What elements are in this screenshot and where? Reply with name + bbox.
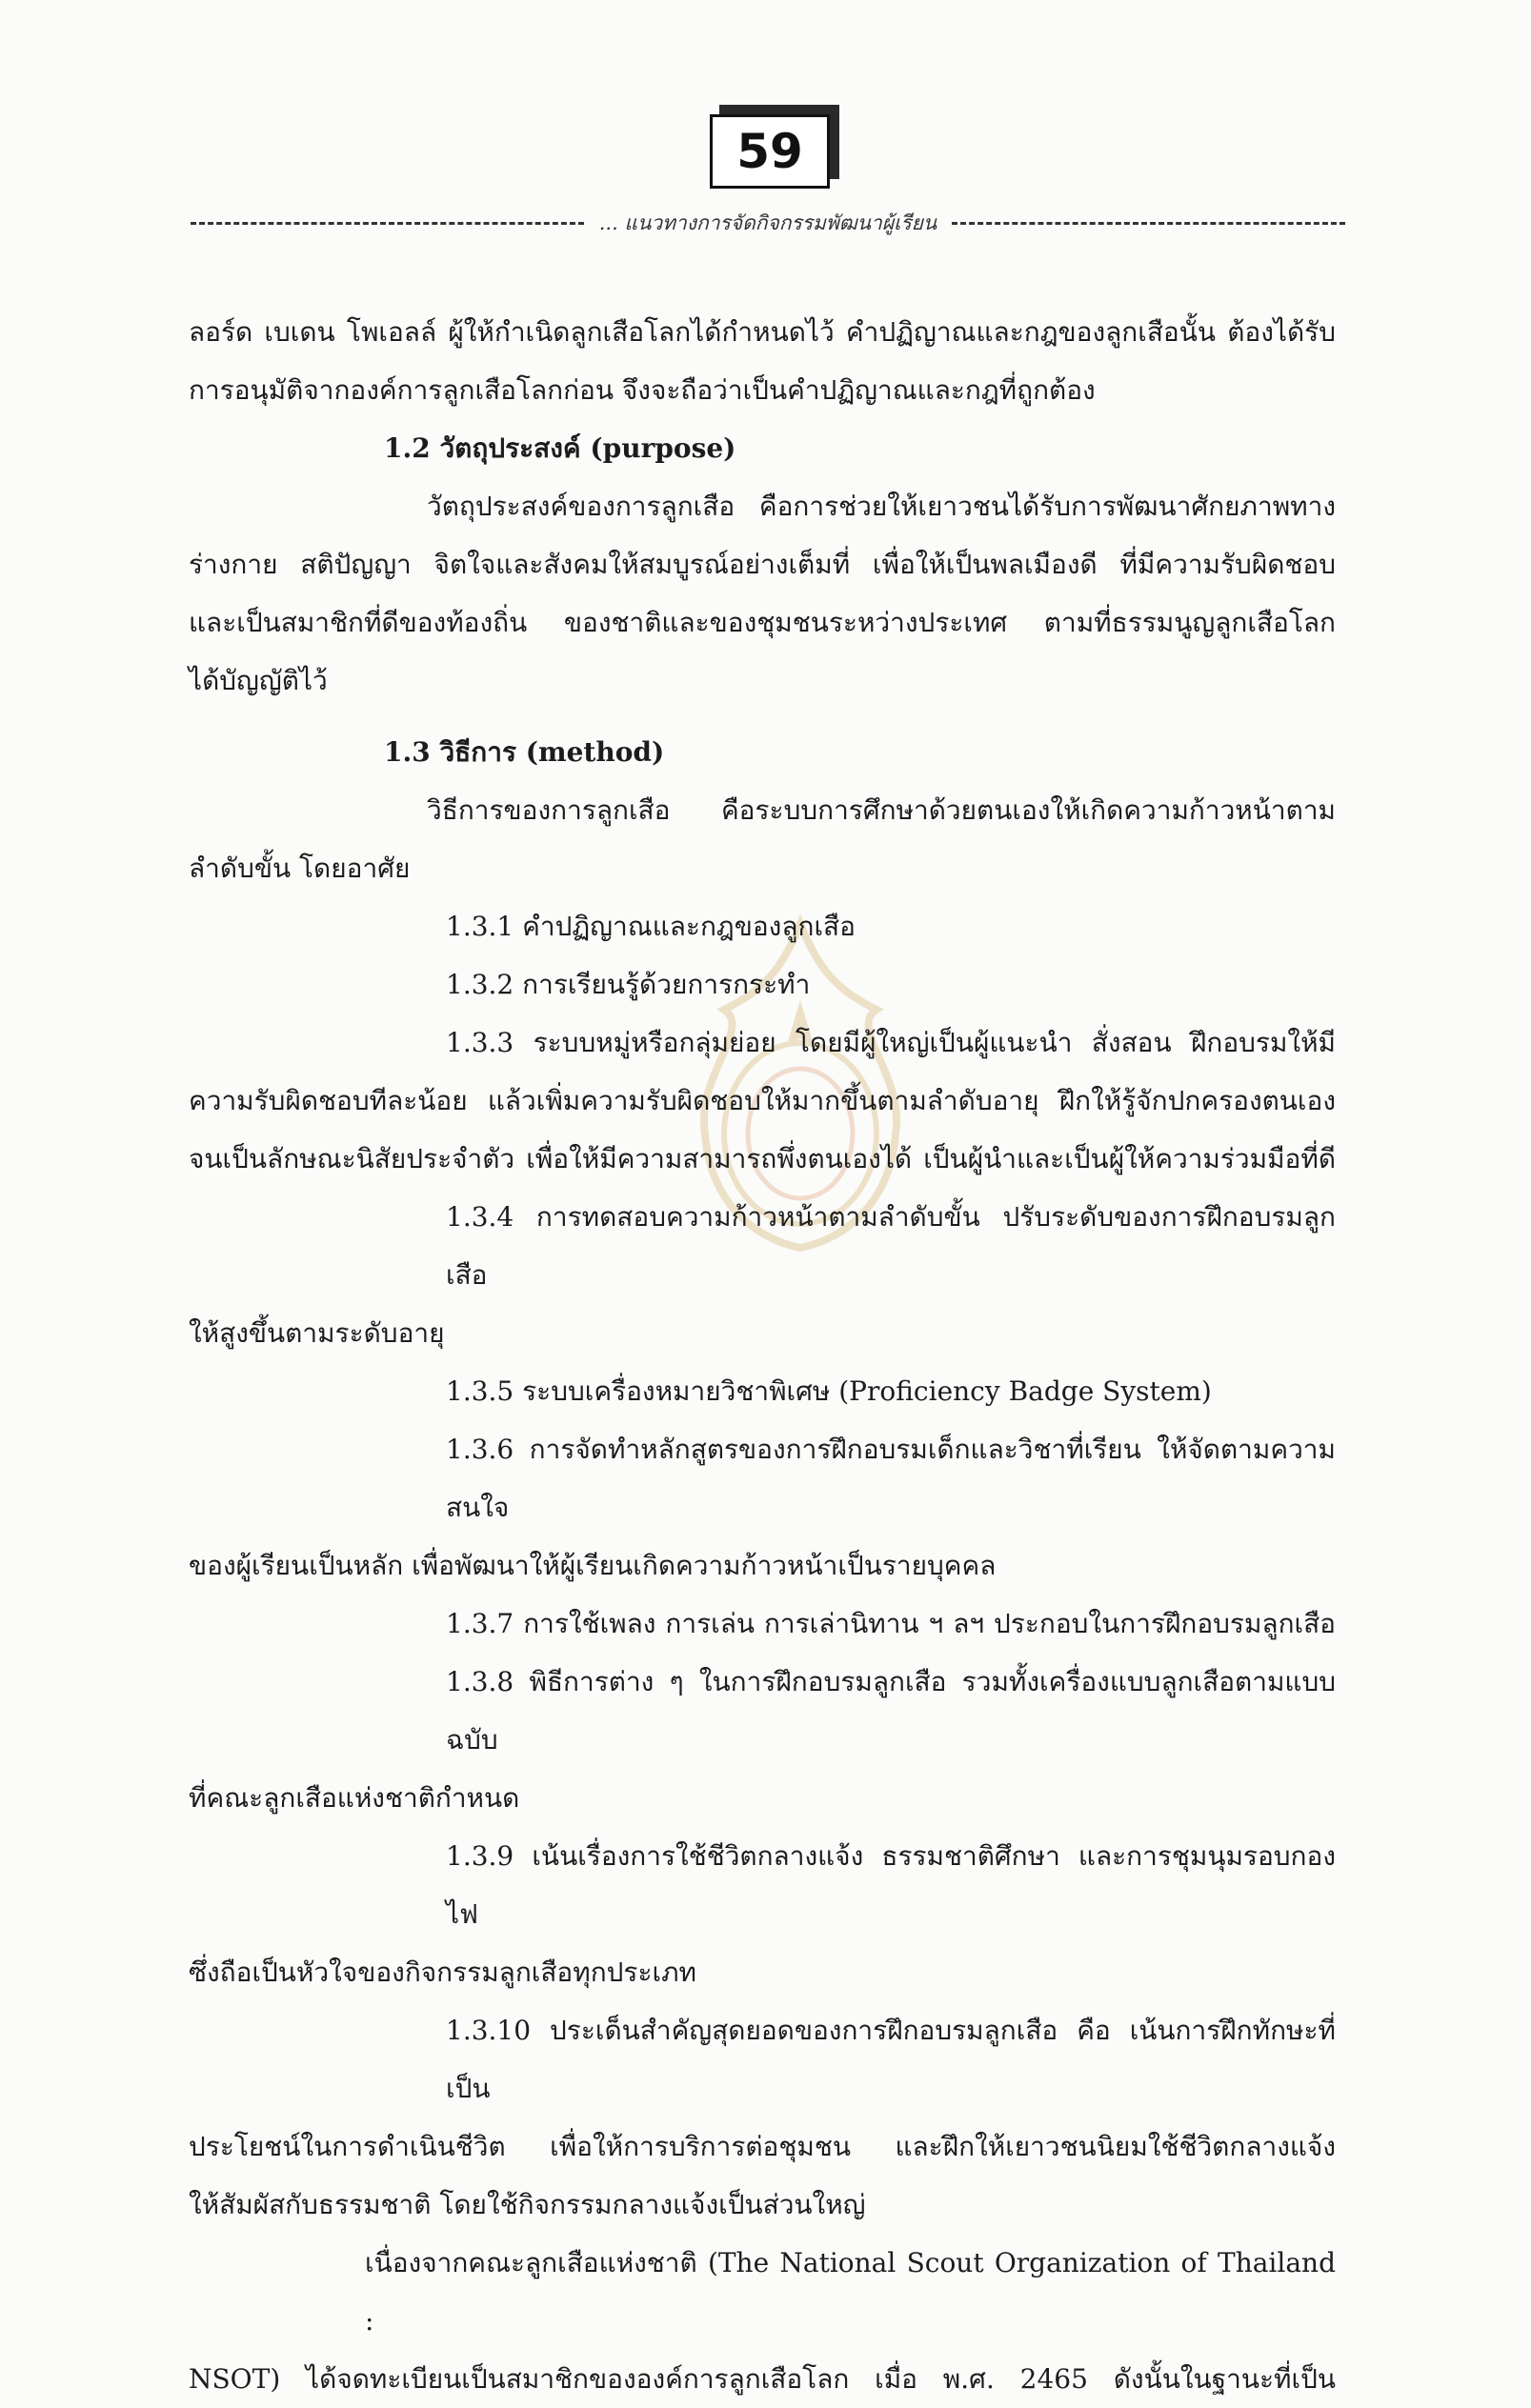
paragraph-line: และเป็นสมาชิกที่ดีของท้องถิ่น ของชาติและของชุมชนระหว่างประเทศ ตามที่ธรรมนูญลูกเสือโลก <box>189 607 1336 638</box>
list-item-1-3-4: 1.3.4 การทดสอบความก้าวหน้าตามลำดับขั้น ปรับระดับของการฝึกอบรมลูกเสือ <box>446 1201 1336 1291</box>
list-item-1-3-9: 1.3.9 เน้นเรื่องการใช้ชีวิตกลางแจ้ง ธรรมชาติศึกษา และการชุมนุมรอบกองไฟ <box>446 1840 1336 1930</box>
paragraph-line: จนเป็นลักษณะนิสัยประจำตัว เพื่อให้มีความสามารถพึ่งตนเองได้ เป็นผู้นำและเป็นผู้ให้ความร่วมมือที่ดี <box>189 1143 1336 1174</box>
header-dash-left <box>191 222 584 225</box>
paragraph-line: วัตถุประสงค์ของการลูกเสือ คือการช่วยให้เยาวชนได้รับการพัฒนาศักยภาพทาง <box>427 491 1336 522</box>
list-item-1-3-10: 1.3.10 ประเด็นสำคัญสุดยอดของการฝึกอบรมลูกเสือ คือ เน้นการฝึกทักษะที่เป็น <box>446 2015 1336 2104</box>
paragraph-line: ประโยชน์ในการดำเนินชีวิต เพื่อให้การบริการต่อชุมชน และฝึกให้เยาวชนนิยมใช้ชีวิตกลางแจ้ง <box>189 2131 1336 2162</box>
paragraph-line: ให้สัมผัสกับธรรมชาติ โดยใช้กิจกรรมกลางแจ้งเป็นส่วนใหญ่ <box>189 2189 866 2220</box>
header-dash-right <box>952 222 1345 225</box>
list-item-1-3-1: 1.3.1 คำปฏิญาณและกฎของลูกเสือ <box>446 911 856 942</box>
list-item-1-3-2: 1.3.2 การเรียนรู้ด้วยการกระทำ <box>446 969 811 1000</box>
list-item-1-3-7: 1.3.7 การใช้เพลง การเล่น การเล่านิทาน ฯ ลฯ ประกอบในการฝึกอบรมลูกเสือ <box>446 1608 1336 1639</box>
paragraph-line: NSOT) ได้จดทะเบียนเป็นสมาชิกขององค์การลูกเสือโลก เมื่อ พ.ศ. 2465 ดังนั้นในฐานะที่เป็น <box>189 2363 1336 2395</box>
paragraph-line: การอนุมัติจากองค์การลูกเสือโลกก่อน จึงจะถือว่าเป็นคำปฏิญาณและกฎที่ถูกต้อง <box>189 374 1096 406</box>
section-heading-1-2: 1.2 วัตถุประสงค์ (purpose) <box>384 432 736 464</box>
list-item-1-3-5: 1.3.5 ระบบเครื่องหมายวิชาพิเศษ (Proficiency Badge System) <box>446 1375 1212 1407</box>
paragraph-line: ลอร์ด เบเดน โพเอลล์ ผู้ให้กำเนิดลูกเสือโลกได้กำหนดไว้ คำปฏิญาณและกฎของลูกเสือนั้น ต้องได้รับ <box>189 316 1336 348</box>
paragraph-line: ความรับผิดชอบทีละน้อย แล้วเพิ่มความรับผิดชอบให้มากขึ้นตามลำดับอายุ ฝึกให้รู้จักปกครองตนเอง <box>189 1085 1336 1116</box>
section-heading-1-3: 1.3 วิธีการ (method) <box>384 736 665 768</box>
page-body <box>189 303 1336 2408</box>
paragraph-line: ให้สูงขึ้นตามระดับอายุ <box>189 1317 445 1349</box>
paragraph-line: ได้บัญญัติไว้ <box>189 665 328 696</box>
running-title: ... แนวทางการจัดกิจกรรมพัฒนาผู้เรียน <box>598 211 937 234</box>
paragraph-line: ลำดับขั้น โดยอาศัย <box>189 853 411 884</box>
list-item-1-3-8: 1.3.8 พิธีการต่าง ๆ ในการฝึกอบรมลูกเสือ รวมทั้งเครื่องแบบลูกเสือตามแบบฉบับ <box>446 1666 1336 1756</box>
list-item-1-3-3: 1.3.3 ระบบหมู่หรือกลุ่มย่อย โดยมีผู้ใหญ่เป็นผู้แนะนำ สั่งสอน ฝึกอบรมให้มี <box>446 1027 1336 1058</box>
list-item-1-3-6: 1.3.6 การจัดทำหลักสูตรของการฝึกอบรมเด็กและวิชาที่เรียน ให้จัดตามความสนใจ <box>446 1434 1336 1523</box>
paragraph-line: ของผู้เรียนเป็นหลัก เพื่อพัฒนาให้ผู้เรียนเกิดความก้าวหน้าเป็นรายบุคคล <box>189 1550 997 1581</box>
page-number: 59 <box>710 114 830 189</box>
paragraph-line: ร่างกาย สติปัญญา จิตใจและสังคมให้สมบูรณ์อย่างเต็มที่ เพื่อให้เป็นพลเมืองดี ที่มีความรับผิดชอบ <box>189 549 1336 580</box>
running-header <box>191 208 1345 239</box>
paragraph-line: วิธีการของการลูกเสือ คือระบบการศึกษาด้วยตนเองให้เกิดความก้าวหน้าตาม <box>427 794 1336 826</box>
paragraph-line: เนื่องจากคณะลูกเสือแห่งชาติ (The National Scout Organization of Thailand : <box>365 2247 1336 2337</box>
paragraph-line: ซึ่งถือเป็นหัวใจของกิจกรรมลูกเสือทุกประเภท <box>189 1956 696 1988</box>
paragraph-line: ที่คณะลูกเสือแห่งชาติกำหนด <box>189 1782 520 1814</box>
